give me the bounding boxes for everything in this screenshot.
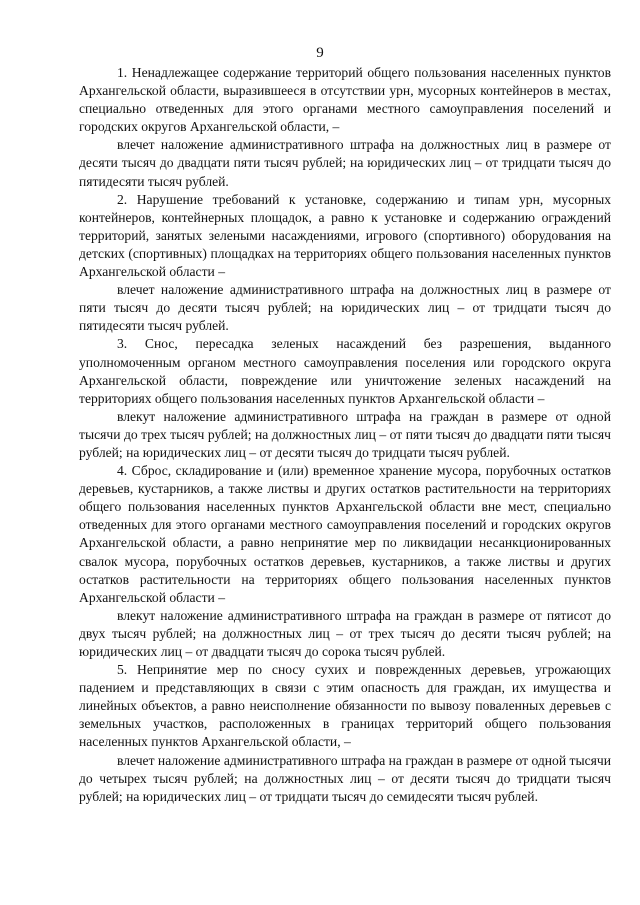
paragraph-1-offense: 1. Ненадлежащее содержание территорий общего пользования населенных пунктов Архангельской области, выразившееся в отсутствии урн, мусорных контейнеров в местах, специально отведенных для этого органами местного самоуправления поселений и городских округов Архангельской области, – [79, 65, 611, 135]
paragraph-2-penalty: влечет наложение административного штрафа на должностных лиц в размере от пяти тысяч до десяти тысяч рублей; на юридических лиц – от тридцати тысяч до пятидесяти тысяч рублей. [79, 282, 611, 334]
document-body [79, 64, 611, 806]
paragraph-4-penalty: влекут наложение административного штрафа на граждан в размере от пятисот до двух тысяч рублей; на должностных лиц – от трех тысяч до десяти тысяч рублей; на юридических лиц – от двадцати тысяч до сорока тысяч рублей. [79, 607, 611, 659]
paragraph-5-offense: 5. Непринятие мер по сносу сухих и поврежденных деревьев, угрожающих падением и представляющих в связи с этим опасность для граждан, их имущества и линейных объектов, а равно неисполнение обязанности по вывозу поваленных деревьев с земельных участков, расположенных в границах территорий общего пользования населенных пунктов Архангельской области, – [79, 662, 611, 750]
page-number: 9 [316, 45, 324, 61]
paragraph-3-offense: 3. Снос, пересадка зеленых насаждений без разрешения, выданного уполномоченным органом местного самоуправления поселения или городского округа Архангельской области, повреждение или уничтожение зеленых насаждений на территориях общего пользования населенных пунктов Архангельской области – [79, 336, 611, 406]
paragraph-5-penalty: влечет наложение административного штрафа на граждан в размере от одной тысячи до четырех тысяч рублей; на должностных лиц – от десяти тысяч до тридцати тысяч рублей; на юридических лиц – от тридцати тысяч до семидесяти тысяч рублей. [79, 752, 611, 804]
paragraph-2-offense: 2. Нарушение требований к установке, содержанию и типам урн, мусорных контейнеров, контейнерных площадок, а равно к установке и содержанию ограждений территорий, занятых зелеными насаждениями, игрового (спортивного) оборудования на детских (спортивных) площадках на территориях общего пользования населенных пунктов Архангельской области – [79, 191, 611, 280]
paragraph-4-offense: 4. Сброс, складирование и (или) временное хранение мусора, порубочных остатков деревьев, кустарников, а также листвы и других остатков растительности на территориях общего пользования населенных пунктов Архангельской области вне мест, специально отведенных для этого органами местного самоуправления поселений и городских округов Архангельской области, а равно непринятие мер по ликвидации несанкционированных свалок мусора, порубочных остатков деревьев, кустарников, а также листвы и других остатков растительности на территориях общего пользования населенных пунктов Архангельской области – [79, 463, 611, 605]
paragraph-3-penalty: влекут наложение административного штрафа на граждан в размере от одной тысячи до трех тысяч рублей; на должностных лиц – от пяти тысяч до двадцати пяти тысяч рублей; на юридических лиц – от десяти тысяч до тридцати тысяч рублей. [79, 408, 611, 460]
paragraph-1-penalty: влечет наложение административного штрафа на должностных лиц в размере от десяти тысяч до двадцати пяти тысяч рублей; на юридических лиц – от тридцати тысяч до пятидесяти тысяч рублей. [79, 137, 611, 189]
